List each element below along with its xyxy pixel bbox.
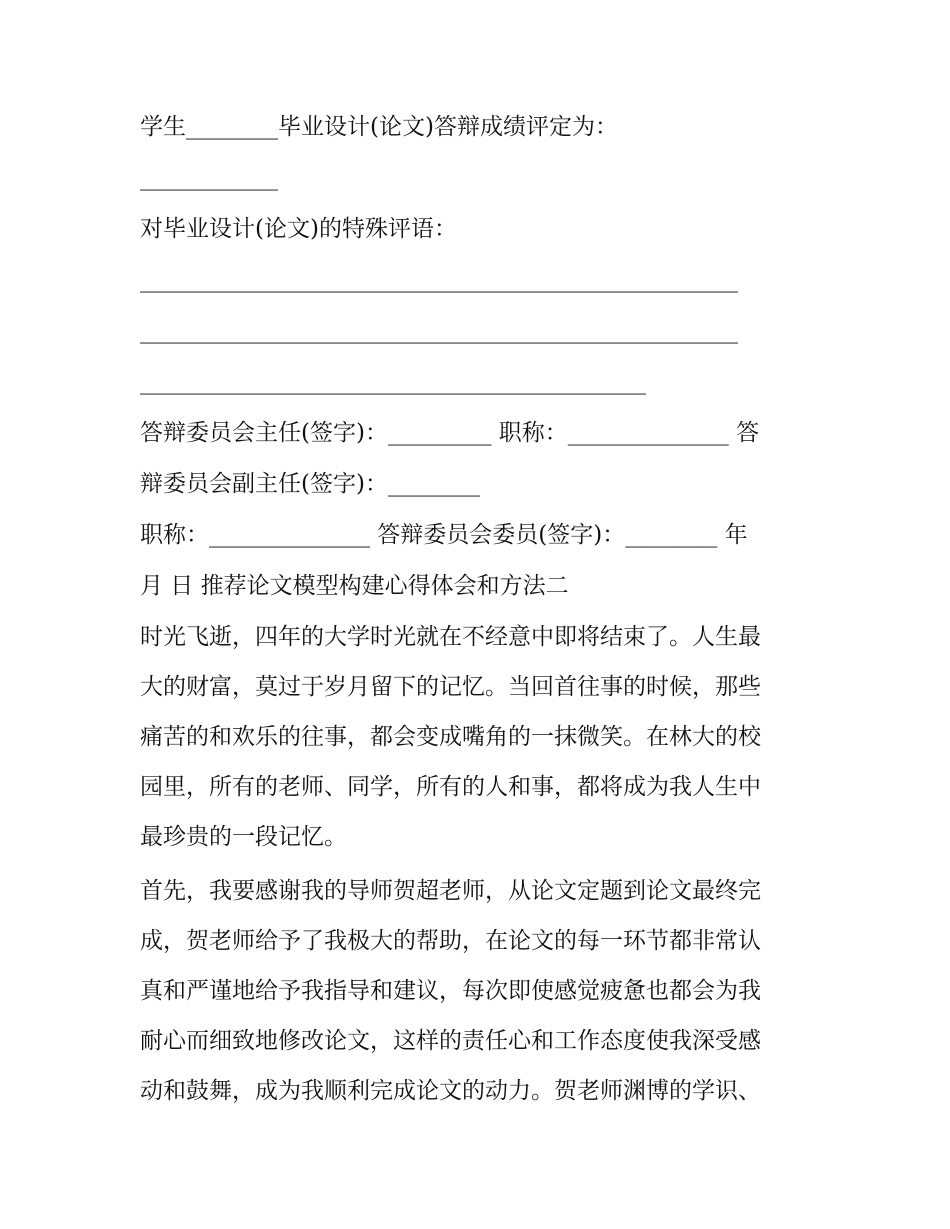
paragraph-line: 痛苦的和欢乐的往事，都会变成嘴角的一抹微笑。在林大的校 xyxy=(140,724,761,750)
paragraph-line: 成，贺老师给予了我极大的帮助，在论文的每一环节都非常认 xyxy=(140,928,761,954)
grade-blank: ____________ xyxy=(140,165,278,191)
paragraph-line: 耐心而细致地修改论文，这样的责任心和工作态度使我深受感 xyxy=(140,1028,761,1054)
paragraph-line: 最珍贵的一段记忆。 xyxy=(140,824,347,850)
comment-blank-line: ____________________________________________________ xyxy=(140,318,738,344)
document-page xyxy=(140,102,820,1116)
comment-blank-line: ____________________________________________________ xyxy=(140,267,738,293)
paragraph-line: 真和严谨地给予我指导和建议，每次即使感觉疲惫也都会为我 xyxy=(140,978,761,1004)
paragraph-line: 大的财富，莫过于岁月留下的记忆。当回首往事的时候，那些 xyxy=(140,674,761,700)
signature-line: 答辩委员会主任(签字)：_________ 职称：______________ 答 xyxy=(140,420,760,446)
paragraph-1 xyxy=(140,612,820,862)
signature-line: 辩委员会副主任(签字)：________ xyxy=(140,471,480,497)
paragraph-line: 时光飞逝，四年的大学时光就在不经意中即将结束了。人生最 xyxy=(140,624,761,650)
special-comment-label: 对毕业设计(论文)的特殊评语： xyxy=(140,216,457,242)
comment-blank-line: ____________________________________________ xyxy=(140,369,646,395)
grade-line: 学生________毕业设计(论文)答辩成绩评定为： xyxy=(140,114,618,140)
paragraph-2 xyxy=(140,866,820,1116)
paragraph-line: 园里，所有的老师、同学，所有的人和事，都将成为我人生中 xyxy=(140,774,761,800)
paragraph-line: 首先，我要感谢我的导师贺超老师，从论文定题到论文最终完 xyxy=(140,878,761,904)
section-heading-line: 月 日 推荐论文模型构建心得体会和方法二 xyxy=(140,573,569,599)
signature-line: 职称：______________ 答辩委员会委员(签字)：________ 年 xyxy=(140,522,748,548)
paragraph-line: 动和鼓舞，成为我顺利完成论文的动力。贺老师渊博的学识、 xyxy=(140,1078,761,1104)
